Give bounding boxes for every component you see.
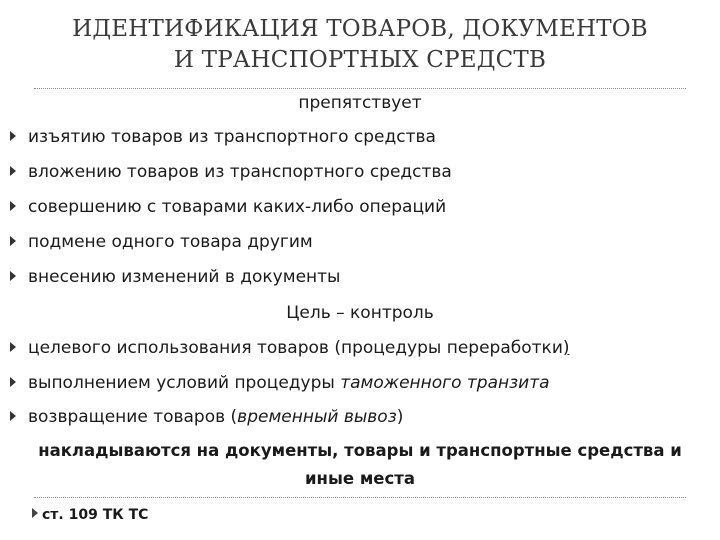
top-divider: [34, 88, 686, 89]
slide-title: [0, 14, 720, 76]
triangle-bullet-icon: [10, 201, 16, 211]
triangle-bullet-icon: [10, 271, 16, 281]
triangle-bullet-icon: [10, 411, 16, 421]
summary-line-1: накладываются на документы, товары и транспортные средства и: [38, 441, 682, 460]
triangle-bullet-icon: [10, 236, 16, 246]
list-item: [0, 231, 720, 253]
list-item-text: возвращение товаров (: [28, 407, 238, 427]
closing-paren: ): [396, 407, 404, 427]
list-item-text: изъятию товаров из транспортного средства: [28, 127, 436, 147]
title-line-1: ИДЕНТИФИКАЦИЯ ТОВАРОВ, ДОКУМЕНТОВ: [72, 16, 648, 42]
closing-paren: ): [562, 338, 570, 358]
list-item-text: вложению товаров из транспортного средства: [28, 162, 452, 182]
section-heading-prevents: препятствует: [298, 93, 422, 113]
triangle-bullet-icon: [10, 377, 16, 387]
list-item-text: выполнением условий процедуры: [28, 373, 341, 393]
list-item: [0, 406, 720, 428]
triangle-bullet-icon: [10, 166, 16, 176]
list-item-text: целевого использования товаров (процедуры переработки: [28, 338, 563, 358]
title-line-2: И ТРАНСПОРТНЫХ СРЕДСТВ: [173, 47, 547, 73]
list-item: [0, 161, 720, 183]
summary-line-2: иные места: [305, 469, 415, 488]
section-heading-goal: Цель – контроль: [286, 303, 434, 323]
list-item: [0, 126, 720, 148]
list-item: [0, 372, 720, 394]
list-item: [0, 337, 720, 359]
triangle-bullet-icon: [10, 131, 16, 141]
bottom-divider: [34, 497, 686, 498]
footnote: [32, 505, 148, 525]
list-item-italic: таможенного транзита: [340, 373, 550, 393]
list-item: [0, 266, 720, 288]
footnote-text: ст. 109 ТК ТС: [42, 507, 149, 523]
list-item-text: внесению изменений в документы: [28, 267, 341, 287]
list-item: [0, 196, 720, 218]
triangle-bullet-icon: [10, 342, 16, 352]
list-item-italic: временный вывоз: [237, 407, 397, 427]
triangle-bullet-icon: [32, 508, 38, 518]
list-item-text: совершению с товарами каких-либо операций: [28, 197, 447, 217]
list-item-text: подмене одного товара другим: [28, 232, 313, 252]
